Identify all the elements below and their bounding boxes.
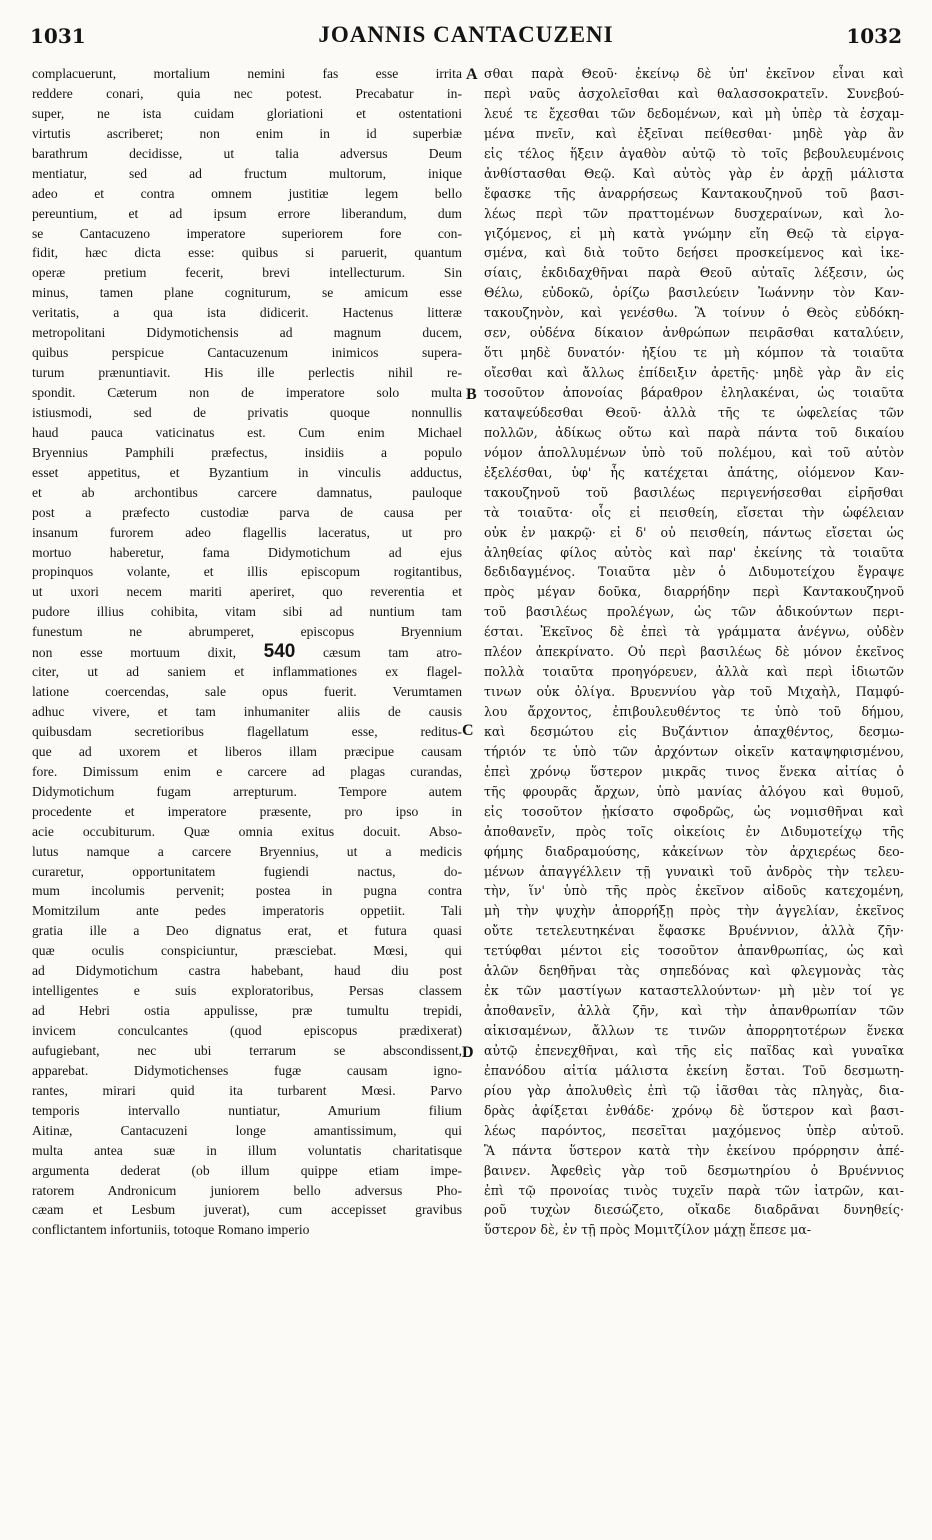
- latin-text-line: conflictantem infortuniis, totoque Romano imperio: [32, 1222, 310, 1238]
- latin-text-line: funestum ne abrumperet, episcopus Bryennium: [32, 624, 462, 640]
- greek-text-line: φήμης διαδραμούσης, κἀκείνων τὸν ἀρχιερέως δεο-: [484, 843, 904, 859]
- greek-text-line: Ἃ πάντα ὕστερον κατὰ τὴν ἐκείνου πρόρρησιν ἀπέ-: [484, 1142, 904, 1158]
- latin-text-line: fore. Dimissum enim e carcere ad plagas curandas,: [32, 763, 462, 779]
- greek-text-line: ὕστερον δὲ, ἐν τῇ πρὸς Μομιτζίλον μάχῃ ἔπεσε μα-: [484, 1222, 812, 1238]
- latin-text-line: minus, tamen plane cogniturum, se amicum esse: [32, 285, 462, 301]
- greek-text-line: δρὰς ἀφίξεται ἐνθάδε· χρόνῳ δὲ ὕστερον καὶ βασι-: [484, 1102, 904, 1118]
- latin-text-line: mortuo haberetur, fama Didymotichum ad ejus: [32, 544, 462, 560]
- greek-text-line: οἴεσθαι καὶ ἄλλως ἐπίδειξιν ἀρετῆς· μηδὲ γὰρ ἂν εἰς: [484, 365, 904, 381]
- greek-text-line: τοῦ βασιλέως προλέγων, ὡς τῶν ἀδικούντων περι-: [484, 604, 904, 620]
- greek-text-line: ἀποθανεῖν, ἀλλὰ ζῆν, καὶ τὴν ἀπανθρωπίαν τῶν: [484, 1003, 904, 1019]
- latin-text-line: adeo et contra omnem justitiæ legem bello: [32, 185, 462, 201]
- latin-text-line: curaretur, opportunitatem fugiendi nactus, do-: [32, 863, 462, 879]
- greek-text-line: ἁλῶν δεηθῆναι τὰς σηπεδόνας καὶ φλεγμονὰς τὰς: [484, 963, 904, 979]
- latin-text-line: super, ne ista cuidam gloriationi et ostentationi: [32, 105, 462, 121]
- latin-text-line: ut uxori necem mariti aperiret, quo reverentia et: [32, 584, 462, 600]
- greek-text-line: τοσοῦτον ἀπονοίας βάραθρον ἐληλακέναι, ὡς τοιαῦτα: [484, 385, 904, 400]
- latin-text-line: istiusmodi, sed de privatis quoque nonnullis: [32, 404, 462, 420]
- greek-text-line: εἰς τέλος ἥξειν ἀγαθὸν αὐτῷ τὸ τοῖς βεβουλευμένοις: [484, 145, 904, 161]
- latin-text-line: adhuc vivere, et tam inhumaniter aliis de causis: [32, 704, 462, 719]
- latin-text-line: se Cantacuzeno imperatore superiorem fore con-: [32, 225, 462, 241]
- greek-text-line: ἔφασκε τῆς ἀναρρήσεως Καντακουζηνοῦ τοῦ βασι-: [484, 185, 904, 201]
- greek-text-line: ὅτι μηδὲ δυνατόν· ἠξίου τε μὴ κόμπον τὰ τοιαῦτα: [484, 345, 904, 361]
- greek-text-line: σμένα, καὶ διὰ τοῦτο δεήσει προσκείμενος καὶ ἱκε-: [484, 245, 904, 261]
- greek-text-line: ἐπανόδου αἰτία μάλιστα ἐκείνη ἔσται. Τοῦ δεσμωτη-: [484, 1062, 904, 1078]
- greek-text-line: λου ἄρχοντος, ἐπιβουλευθέντος τε ὑπὸ τοῦ δήμου,: [484, 704, 904, 719]
- greek-text-line: μένα πνεῖν, καὶ ἐξεῖναι πείθεσθαι· μηδὲ γὰρ ἂν: [484, 125, 904, 141]
- latin-text-line: acie occubiturum. Quæ omnia exitus docuit. Abso-: [32, 823, 462, 839]
- page-header: [30, 22, 902, 56]
- greek-text-line: ἐκ τῶν μαστίγων καταστελλούντων· μὴ μὲν τοί γε: [484, 983, 904, 999]
- latin-text-line: non esse mortuum dixit, 540 cæsum tam atro-: [32, 642, 462, 663]
- margin-letter-d: D: [462, 1044, 474, 1061]
- greek-text-line: οὔτε τετελευτηκέναι ἔφασκε Βρυέννιον, ἀλλὰ ζῆν·: [484, 923, 904, 939]
- greek-text-line: πλέον ἀπεκρίνατο. Οὐ περὶ βασιλέως δὲ μόνον ἐκεῖνος: [484, 644, 904, 660]
- greek-column: [484, 64, 904, 1240]
- latin-text-line: ad Hebri ostia appulisse, præ tumultu trepidi,: [32, 1003, 462, 1019]
- greek-text-line: τήριόν τε ὑπὸ τῶν ἀρχόντων οἰκεῖν καταψηφισμένου,: [484, 743, 904, 759]
- greek-text-line: πολλῶν, ἀδίκως οὕτω καὶ παρὰ πάντα τοῦ δικαίου: [484, 424, 904, 440]
- greek-text-line: πρὸς μέγαν δοῦκα, διαρρήδην περὶ Καντακουζηνοῦ: [484, 584, 904, 600]
- greek-text-line: ρίου γὰρ ἀπολυθεὶς ἐπὶ τῷ ἰᾶσθαι τὰς πληγὰς, δια-: [484, 1082, 904, 1098]
- greek-text-line: ροῦ τυχὼν διεσώζετο, οἴκαδε διαδρᾶναι δυνηθείς·: [484, 1202, 904, 1218]
- greek-text-line: τετύφθαι μέντοι εἰς τοσοῦτον ἀπανθρωπίας, ὡς καὶ: [484, 943, 904, 959]
- latin-text-line: Didymotichum fugam arrepturum. Tempore autem: [32, 783, 462, 799]
- latin-text-line: mum incolumis pervenit; postea in pugna contra: [32, 883, 462, 899]
- latin-text-line: gratia ille a Deo dignatus erat, et futura quasi: [32, 923, 462, 939]
- greek-text-line: βαινεν. Ἀφεθεὶς γὰρ τοῦ δεσμωτηρίου ὁ Βρυέννιος: [484, 1162, 904, 1178]
- latin-text-line: ratorem Andronicum juniorem bello adversus Pho-: [32, 1182, 462, 1198]
- latin-text-line: virtutis ascriberet; non enim in id superbiæ: [32, 125, 462, 141]
- greek-text-line: ἐξελέσθαι, ὑφ' ἧς κατέχεται ἀπάτης, οἰόμενον Καν-: [484, 464, 904, 480]
- greek-text-line: σθαι παρὰ Θεοῦ· ἐκείνῳ δὲ ὑπ' ἐκεῖνον εἶναι καὶ: [484, 66, 904, 81]
- greek-text-line: τακουζηνὸν, καὶ γενέσθω. Ἃ τοίνυν ὁ Θεὸς εὐδόκη-: [484, 305, 904, 321]
- latin-text-line: propinquos volante, et illis episcopum rogitantibus,: [32, 564, 462, 580]
- latin-text-line: Momitzilum ante pedes imperatoris oppetiit. Tali: [32, 903, 462, 919]
- latin-text-line: procedente et imperatore præsente, pro ipso in: [32, 803, 462, 819]
- latin-text-line: invicem conculcantes (quod episcopus prædixerat): [32, 1023, 462, 1038]
- latin-text-line: temporis intervallo nuntiatur, Amurium filium: [32, 1102, 462, 1118]
- latin-text-line: post a præfecto custodiæ parva de causa per: [32, 504, 462, 520]
- greek-text-line: περὶ ναῦς ἀσχολεῖσθαι καὶ θαλασσοκρατεῖν. Συνεβού-: [484, 85, 904, 101]
- greek-text-line: Θέλω, εὐδοκῶ, ὁρίζω βασιλεύειν Ἰωάννην τὸν Καν-: [484, 285, 904, 301]
- greek-text-line: ἐπὶ τῷ προνοίας τινὸς τυχεῖν παρὰ τῶν ἰατρῶν, και-: [484, 1182, 904, 1198]
- greek-text-line: λέως παρόντος, πεσεῖται μαχόμενος ὑπὲρ αὐτοῦ.: [484, 1122, 904, 1138]
- latin-text-line: aufugiebant, nec ubi terrarum se abscondissent,: [32, 1042, 462, 1058]
- latin-text-line: ad Didymotichum castra habebant, haud diu post: [32, 963, 462, 979]
- latin-text-line: complacuerunt, mortalium nemini fas esse irrita: [32, 66, 462, 81]
- latin-text-line: que ad uxorem et liberos illam præcipue causam: [32, 743, 462, 759]
- latin-text-line: lutus namque a carcere Bryennius, ut a medicis: [32, 843, 462, 859]
- greek-text-line: ἀληθείας φίλος αὐτὸς καὶ παρ' ἐκείνης τὰ τοιαῦτα: [484, 544, 904, 560]
- latin-text-line: quæ oculis conspiciuntur, præsciebat. Mœsi, qui: [32, 943, 462, 959]
- greek-text-line: σίαις, ἐκδιδαχθῆναι παρὰ Θεοῦ αὐταῖς λέξεσιν, ὡς: [484, 265, 904, 281]
- greek-text-line: τὴν, ἵν' ὑπὸ τῆς πρὸς ἐκεῖνον αἰδοῦς κατεχομένη,: [484, 883, 904, 899]
- latin-text-line: quibus perspicue Cantacuzenum inimicos supera-: [32, 345, 462, 361]
- greek-text-line: έσται. Ἐκεῖνος δὲ ἐπεὶ τὰ γράμματα ἀνέγνω, οὐδὲν: [484, 624, 904, 640]
- latin-text-line: barathrum decidisse, ut talia adversus Deum: [32, 145, 462, 161]
- latin-text-line: fidit, hæc dicta esse: quibus si paruerit, quantum: [32, 245, 462, 261]
- greek-text-line: αὐτῷ ἐπενεχθῆναι, καὶ τῆς εἰς παῖδας καὶ γυναῖκα: [484, 1042, 904, 1058]
- latin-text-line: intelligentes e suis exploratoribus, Persas classem: [32, 983, 462, 999]
- greek-text-line: σεν, οὐδένα δίκαιον ἀνθρώπων πειρᾶσθαι καταλύειν,: [484, 325, 904, 341]
- latin-text-line: pudore illius cohibita, vitam sibi ad nuntium tam: [32, 604, 462, 620]
- latin-text-line: apparebat. Didymotichenses fugæ causam igno-: [32, 1062, 462, 1078]
- greek-text-line: τακουζηνοῦ τοῦ βασιλέως περιγενήσεσθαι εἰρῆσθαι: [484, 484, 904, 500]
- greek-text-line: λέως περὶ τῶν πραττομένων δυσχεραίνων, καὶ λο-: [484, 205, 904, 221]
- latin-text-line: argumenta dederat (ob illum quippe etiam impe-: [32, 1162, 462, 1178]
- latin-text-line: spondit. Cæterum non de imperatore solo multa: [32, 385, 462, 400]
- page-number-right: 1032: [846, 24, 902, 48]
- latin-text-line: Aitinæ, Cantacuzeni longe amantissimum, qui: [32, 1122, 462, 1138]
- greek-text-line: αἰκισαμένων, ἄλλων τε τινῶν ἀπορρητοτέρων ἕνεκα: [484, 1023, 904, 1038]
- latin-text-line: pereuntium, et ad ipsum errore liberandum, dum: [32, 205, 462, 221]
- latin-text-line: turum prænuntiavit. His ille perlectis nihil re-: [32, 365, 462, 381]
- latin-text-line: reddere conari, quia nec potest. Precabatur in-: [32, 85, 462, 101]
- margin-letter-a: A: [466, 66, 478, 83]
- running-title: JOANNIS CANTACUZENI: [318, 22, 614, 47]
- latin-text-line: insanum furorem adeo flagellis laceratus, ut pro: [32, 524, 462, 540]
- greek-text-line: εἰς τοσοῦτον ᾐκίσατο σφοδρῶς, ὡς νομισθῆναι καὶ: [484, 803, 904, 819]
- greek-text-line: δεδιδαγμένος. Τοιαῦτα μὲν ὁ Διδυμοτείχου ἔγραψε: [484, 564, 904, 580]
- greek-text-line: ἀποθανεῖν, πρὸς τοῖς οἰκείοις ἐν Διδυμοτείχῳ τῆς: [484, 823, 904, 839]
- greek-text-line: καταψεύδεσθαι Θεοῦ· ἀλλὰ τῆς τε ὠφελείας τῶν: [484, 404, 904, 420]
- latin-text-line: metropolitani Didymotichensis ad magnum ducem,: [32, 325, 462, 341]
- latin-text-line: quibusdam secretioribus flagellatum esse, reditus-: [32, 723, 462, 739]
- greek-text-line: τῆς φρουρᾶς ἄρχων, ὑπὸ μανίας ἀλόγου καὶ θυμοῦ,: [484, 783, 904, 799]
- greek-text-line: μένων ἀπαγγέλλειν τῇ γυναικὶ τοῦ ἀνδρὸς τὴν τελευ-: [484, 863, 904, 879]
- latin-text-line: multa antea suæ in illum voluntatis charitatisque: [32, 1142, 462, 1158]
- greek-text-line: ἐπεὶ χρόνῳ ὕστερον μικρᾶς τινος ἕνεκα αἰτίας ὁ: [484, 763, 904, 779]
- greek-text-line: οὐκ ἐν μακρῷ· εἰ δ' οὐ πεισθείη, πάντως εἴσεται ὡς: [484, 524, 904, 540]
- latin-text-line: operæ pretium fecerit, brevi intellecturum. Sin: [32, 265, 462, 281]
- margin-letter-b: B: [466, 386, 477, 403]
- latin-text-line: haud pauca vaticinatus est. Cum enim Michael: [32, 424, 462, 440]
- greek-text-line: νόμον ἀπολλυμένων ὑπὸ τοῦ πολέμου, καὶ τοῦ αὐτὸν: [484, 444, 904, 460]
- latin-text-line: latione coercendas, sale opus fuerit. Verumtamen: [32, 684, 462, 700]
- greek-text-line: πολλὰ τοιαῦτα προηγόρευεν, ἀλλὰ καὶ περὶ ἰδιωτῶν: [484, 664, 904, 680]
- greek-text-line: μὴ τὴν ψυχὴν ἀπορρήξῃ πρὸς τὴν ἀγγελίαν, ἐκεῖνος: [484, 903, 904, 919]
- latin-text-line: et ab archontibus carcere damnatus, pauloque: [32, 484, 462, 500]
- greek-text-line: τινων οὐκ ὀλίγα. Βρυεννίου γὰρ τοῦ Μιχαὴλ, Παμφύ-: [484, 684, 904, 700]
- latin-text-line: esset appetitus, et Byzantium in vinculis adductus,: [32, 464, 462, 480]
- latin-text-line: cæam et Lesbum juverat), cum accepisset gravibus: [32, 1202, 462, 1218]
- greek-text-line: ἀνθίστασθαι Θεῷ. Καὶ αὐτὸς γὰρ ἐν ἀρχῇ μάλιστα: [484, 165, 904, 181]
- latin-text-line: Bryennius Pamphili præfectus, insidiis a populo: [32, 444, 462, 460]
- latin-text-line: citer, ut ad saniem et inflammationes ex flagel-: [32, 664, 462, 680]
- greek-text-line: λευέ τε ἔχεσθαι τῶν δεδομένων, καὶ μὴ ὑπὲρ τὰ ἐσχαμ-: [484, 105, 904, 121]
- page-number-left: 1031: [30, 24, 86, 48]
- latin-column: [32, 64, 462, 1240]
- latin-text-line: mentiatur, sed ad fructum multorum, inique: [32, 165, 462, 181]
- latin-text-line: veritatis, a qua ista didicerit. Hactenus litteræ: [32, 305, 462, 321]
- margin-letter-c: C: [462, 722, 474, 739]
- greek-text-line: γιζόμενος, εἰ μὴ κατὰ γνώμην εἴη Θεῷ τὰ εἰργα-: [484, 225, 904, 241]
- greek-text-line: τὰ τοιαῦτα· οἷς εἰ πεισθείη, εἴσεται τὴν ὠφέλειαν: [484, 504, 904, 520]
- greek-text-line: καὶ δεσμώτου εἰς Βυζάντιον ἀπαχθέντος, δεσμω-: [484, 723, 904, 739]
- page-marker: 540: [263, 642, 296, 663]
- latin-text-line: rantes, mirari quid ita turbarent Mœsi. Parvo: [32, 1082, 462, 1098]
